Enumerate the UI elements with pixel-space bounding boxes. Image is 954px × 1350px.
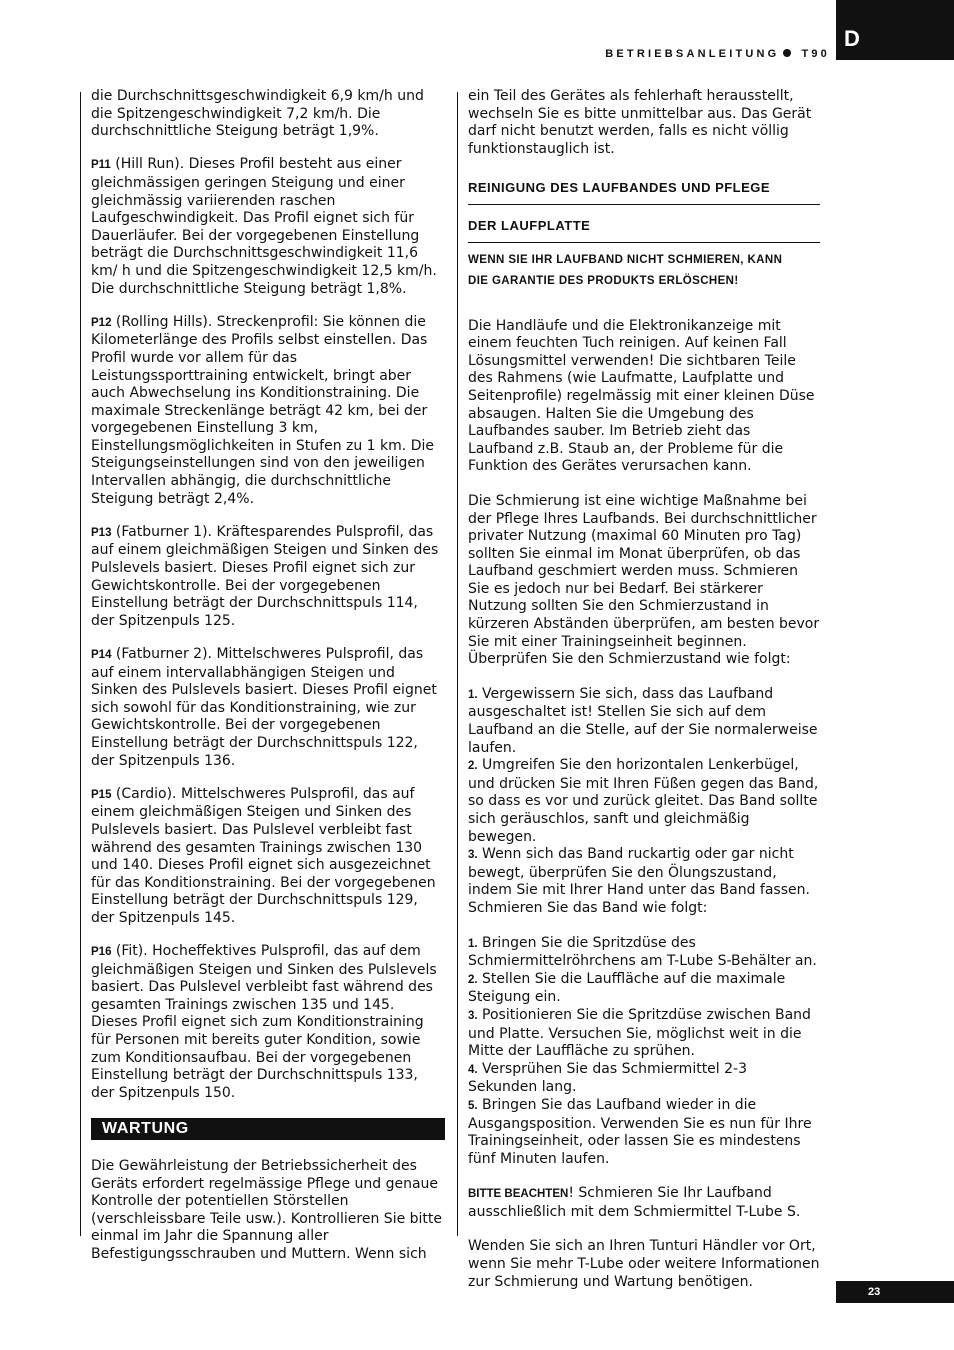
warning-line: WENN SIE IHR LAUFBAND NICHT SCHMIEREN, KANN xyxy=(468,253,783,266)
subheading-laufplatte: DER LAUFPLATTE xyxy=(468,214,820,243)
profile-code: P15 xyxy=(91,788,112,801)
profile-description: (Cardio). Mittelschweres Pulsprofil, das auf einem gleichmäßigen Steigen und Sinken des Pulslevels basiert. Das Pulslevel verbleibt fast während des gesamten Trainings zwischen 130 und 140. Dieses Profil eignet sich ausgezeichnet für das Konditionstraining. Bei der vorgegebenen Einstellung beträgt der Durchschnittspuls 129, der Spitzenpuls 145. xyxy=(91,785,436,926)
middle-column-rule xyxy=(457,92,458,1236)
lubrication-paragraph: Die Schmierung ist eine wichtige Maßnahme bei der Pflege Ihres Laufbands. Bei durchschnittlicher privater Nutzung (maximal 60 Minuten pro Tag) sollten Sie einmal im Monat überprüfen, ob das Laufband geschmiert werden muss. Schmieren Sie es jedoch nur bei Bedarf. Bei stärkerer Nutzung sollten Sie den Schmierzustand in kürzeren Abständen überprüfen, am besten bevor Sie mit einer Trainingseinheit beginnen. Überprüfen Sie den Schmierzustand wie folgt: xyxy=(468,492,820,668)
wartung-paragraph: Die Gewährleistung der Betriebssicherheit des Geräts erfordert regelmässige Pflege und genaue Kontrolle der potentiellen Störstellen (verschleissbare Teile usw.). Kontrollieren Sie bitte einmal im Jahr die Spannung aller Befestigungsschrauben und Muttern. Wenn sich xyxy=(91,1158,443,1262)
model-name: T90 xyxy=(801,48,830,60)
contact-paragraph: Wenden Sie sich an Ihren Tunturi Händler vor Ort, wenn Sie mehr T-Lube oder weitere Informationen zur Schmierung und Wartung benötigen. xyxy=(468,1238,820,1290)
profile-code: P13 xyxy=(91,526,112,539)
intro-paragraph: die Durchschnittsgeschwindigkeit 6,9 km/h und die Spitzengeschwindigkeit 7,2 km/h. Die durchschnittliche Steigung beträgt 1,9%. xyxy=(91,88,424,140)
profile-code: P14 xyxy=(91,649,112,661)
step-text: Umgreifen Sie den horizontalen Lenkerbügel, und drücken Sie mit Ihren Füßen gegen das Band, so dass es vor und zurück gleitet. Das Band sollte sich geräuschlos, sanft und gleichmäßig bewegen. xyxy=(468,757,819,845)
list-item xyxy=(468,846,820,917)
step-text: Bringen Sie das Laufband wieder in die Ausgangsposition. Verwenden Sie es nun für Ihre Trainingseinheit, oder lassen Sie es mindestens fünf Minuten laufen. xyxy=(468,1096,812,1167)
list-item xyxy=(468,971,820,1007)
profile-p13 xyxy=(91,524,443,631)
check-steps-list xyxy=(468,686,820,918)
page-number: 23 xyxy=(836,1281,954,1303)
step-number: 3. xyxy=(468,1009,478,1022)
profile-p11 xyxy=(91,156,443,298)
right-column xyxy=(468,88,820,1291)
step-number: 2. xyxy=(468,973,478,986)
profile-p14 xyxy=(91,646,443,770)
step-number: 3. xyxy=(468,849,478,862)
cleaning-paragraph: Die Handläufe und die Elektronikanzeige mit einem feuchten Tuch reinigen. Auf keinen Fall Lösungsmittel verwenden! Die sichtbaren Teile des Rahmens (wie Laufmatte, Laufplatte und Seitenprofile) regelmässig mit einer kleinen Düse absaugen. Halten Sie die Umgebung des Laufbandes sauber. Im Betrieb zieht das Laufband z.B. Staub an, der Probleme für die Funktion des Gerätes verursachen kann. xyxy=(468,317,815,475)
list-item xyxy=(468,1097,820,1168)
step-text: Wenn sich das Band ruckartig oder gar nicht bewegt, überprüfen Sie den Ölungszustand, indem Sie mit Ihrer Hand unter das Band fassen. Schmieren Sie das Band wie folgt: xyxy=(468,846,810,916)
step-text: Positionieren Sie die Spritzdüse zwischen Band und Platte. Versuchen Sie, möglichst weit in die Mitte der Lauffläche zu sprühen. xyxy=(468,1006,811,1060)
left-column xyxy=(91,88,443,1264)
step-number: 1. xyxy=(468,688,478,701)
profile-p16 xyxy=(91,943,443,1102)
step-text: Stellen Sie die Lauffläche auf die maximale Steigung ein. xyxy=(468,970,786,1006)
step-number: 5. xyxy=(468,1099,478,1112)
step-text: Vergewissern Sie sich, dass das Laufband ausgeschaltet ist! Stellen Sie sich auf dem Laufband an die Stelle, auf der Sie normalerweise laufen. xyxy=(468,685,818,756)
running-header xyxy=(520,46,830,62)
list-item xyxy=(468,757,820,846)
list-item xyxy=(468,935,820,971)
profile-description: (Fatburner 1). Kräftesparendes Pulsprofil, das auf einem gleichmäßigen Steigen und Sinken des Pulslevels basiert. Dieses Profil eignet sich zur Gewichtskontrolle. Bei der vorgegebenen Einstellung beträgt der Durchschnittspuls 114, der Spitzenpuls 125. xyxy=(91,523,439,629)
note-paragraph xyxy=(468,1185,820,1221)
warning-line: DIE GARANTIE DES PRODUKTS ERLÖSCHEN! xyxy=(468,274,739,287)
profile-description: (Hill Run). Dieses Profil besteht aus einer gleichmässigen geringen Steigung und einer gleichmässig variierenden raschen Laufgeschwindigkeit. Das Profil eignet sich für Dauerläufer. Bei der vorgegebenen Einstellung beträgt die Durchschnittsgeschwindigkeit 11,6 km/ h und die Spitzengeschwindigkeit 12,5 km/h. Die durchschnittliche Steigung beträgt 1,8%. xyxy=(91,156,437,297)
lube-steps-list xyxy=(468,935,820,1169)
manual-title: BETRIEBSANLEITUNG xyxy=(605,48,780,60)
list-item xyxy=(468,686,820,757)
language-tab: D xyxy=(836,0,954,60)
warranty-warning xyxy=(468,250,820,292)
profile-description: (Rolling Hills). Streckenprofil: Sie können die Kilometerlänge des Profils selbst einstellen. Das Profil wurde vor allem für das Leistungssporttraining entwickelt, bringt aber auch Abwechselung ins Konditionstraining. Die maximale Streckenlänge beträgt 42 km, bei der vorgegebenen Einstellung 3 km, Einstellungsmöglichkeiten in Stufen zu 1 km. Die Steigungseinstellungen sind von den jeweiligen Intervallen abhängig, die durchschnittliche Steigung beträgt 2,4%. xyxy=(91,313,434,507)
bullet-dot-icon xyxy=(783,49,791,57)
step-text: Versprühen Sie das Schmiermittel 2-3 Sekunden lang. xyxy=(468,1060,748,1096)
note-label: BITTE BEACHTEN xyxy=(468,1188,569,1201)
profile-code: P12 xyxy=(91,316,112,329)
profile-code: P11 xyxy=(91,159,111,172)
section-title-wartung: WARTUNG xyxy=(91,1118,445,1140)
profile-description: (Fit). Hocheffektives Pulsprofil, das auf dem gleichmäßigen Steigen und Sinken des Pulslevels basiert. Das Pulslevel verbleibt fast während des gesamten Trainings zwischen 135 und 145. Dieses Profil eignet sich zum Konditionstraining für Personen mit bereits guter Kondition, sowie zum Konditionsaufbau. Bei der vorgegebenen Einstellung beträgt der Durchschnittspuls 133, der Spitzenpuls 150. xyxy=(91,943,437,1101)
step-text: Bringen Sie die Spritzdüse des Schmiermittelröhrchens am T-Lube S-Behälter an. xyxy=(468,934,817,970)
continuation-paragraph: ein Teil des Gerätes als fehlerhaft herausstellt, wechseln Sie es bitte unmittelbar aus. Das Gerät darf nicht benutzt werden, falls es nicht völlig funktionstauglich ist. xyxy=(468,88,812,157)
step-number: 2. xyxy=(468,760,478,773)
profile-description: (Fatburner 2). Mittelschweres Pulsprofil, das auf einem intervallabhängigen Steigen und Sinken des Pulslevels basiert. Dieses Profil eignet sich sowohl für das Konditionstraining, wie zur Gewichtskontrolle. Bei der vorgegebenen Einstellung beträgt der Durchschnittspuls 122, der Spitzenpuls 136. xyxy=(91,646,437,769)
list-item xyxy=(468,1007,820,1061)
left-column-rule xyxy=(80,92,81,1236)
list-item xyxy=(468,1061,820,1097)
step-number: 4. xyxy=(468,1063,478,1076)
subheading-reinigung: REINIGUNG DES LAUFBANDES UND PFLEGE xyxy=(468,176,820,205)
profile-p15 xyxy=(91,786,443,928)
step-number: 1. xyxy=(468,937,478,950)
profile-code: P16 xyxy=(91,946,112,959)
note-text: ! Schmieren Sie Ihr Laufband ausschließlich mit dem Schmiermittel T-Lube S. xyxy=(468,1185,801,1220)
profile-p12 xyxy=(91,314,443,509)
